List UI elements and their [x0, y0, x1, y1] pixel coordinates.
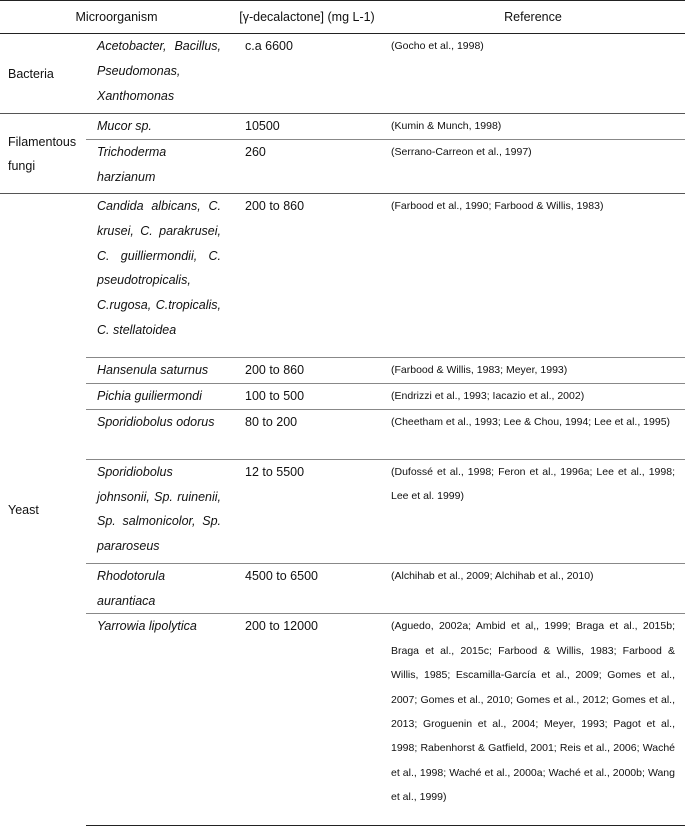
- reference-cell: (Dufossé et al., 1998; Feron et al., 1996a; Lee et al., 1998; Lee et al. 1999): [381, 459, 685, 563]
- reference-cell: (Endrizzi et al., 1993; Iacazio et al., 2002): [381, 383, 685, 409]
- group-label: Bacteria: [0, 34, 86, 114]
- table-row: [0, 383, 685, 409]
- table-row: [0, 614, 685, 826]
- organism-cell: Mucor sp.: [86, 114, 233, 140]
- organism-cell: Trichoderma harzianum: [86, 140, 233, 194]
- header-reference: Reference: [381, 1, 685, 34]
- table-row: [0, 459, 685, 563]
- table-row: [0, 34, 685, 114]
- reference-cell: (Gocho et al., 1998): [381, 34, 685, 114]
- concentration-cell: 10500: [233, 114, 381, 140]
- table-row: [0, 114, 685, 140]
- organism-cell: Acetobacter, Bacillus, Pseudomonas, Xanthomonas: [86, 34, 233, 114]
- reference-cell: (Kumin & Munch, 1998): [381, 114, 685, 140]
- concentration-cell: 260: [233, 140, 381, 194]
- concentration-cell: 200 to 12000: [233, 614, 381, 826]
- table-row: [0, 194, 685, 358]
- header-concentration: [γ-decalactone] (mg L-1): [233, 1, 381, 34]
- concentration-cell: 100 to 500: [233, 383, 381, 409]
- table-row: [0, 409, 685, 459]
- header-row: [0, 1, 685, 34]
- reference-cell: (Cheetham et al., 1993; Lee & Chou, 1994; Lee et al., 1995): [381, 409, 685, 459]
- concentration-cell: 200 to 860: [233, 358, 381, 384]
- table-row: [0, 563, 685, 614]
- organism-cell: Pichia guiliermondi: [86, 383, 233, 409]
- reference-cell: (Farbood et al., 1990; Farbood & Willis, 1983): [381, 194, 685, 358]
- group-label: Filamentous fungi: [0, 114, 86, 194]
- organism-cell: Candida albicans, C. krusei, C. parakrusei, C. guilliermondii, C. pseudotropicalis, C.rugosa, C.tropicalis, C. stellatoidea: [86, 194, 233, 358]
- group-label: Yeast: [0, 194, 86, 826]
- reference-cell: (Farbood & Willis, 1983; Meyer, 1993): [381, 358, 685, 384]
- organism-cell: Sporidiobolus odorus: [86, 409, 233, 459]
- reference-cell: (Serrano-Carreon et al., 1997): [381, 140, 685, 194]
- organism-cell: Sporidiobolus johnsonii, Sp. ruinenii, Sp. salmonicolor, Sp. pararoseus: [86, 459, 233, 563]
- reference-cell: (Alchihab et al., 2009; Alchihab et al., 2010): [381, 563, 685, 614]
- table-row: [0, 358, 685, 384]
- header-microorganism: Microorganism: [0, 1, 233, 34]
- organism-cell: Yarrowia lipolytica: [86, 614, 233, 826]
- concentration-cell: 80 to 200: [233, 409, 381, 459]
- concentration-cell: c.a 6600: [233, 34, 381, 114]
- table-row: [0, 140, 685, 194]
- organism-cell: Rhodotorula aurantiaca: [86, 563, 233, 614]
- concentration-cell: 4500 to 6500: [233, 563, 381, 614]
- concentration-cell: 200 to 860: [233, 194, 381, 358]
- reference-cell: (Aguedo, 2002a; Ambid et al,, 1999; Braga et al., 2015b; Braga et al., 2015c; Farbood & Willis, 1983; Farbood & Willis, 1985; Escamilla-García et al., 2009; Gomes et al., 2007; Gomes et al., 2010; Gomes et al., 2012; Gomes et al., 2013; Groguenin et al., 2004; Meyer, 1993; Pagot et al., 1998; Rabenhorst & Gatfield, 2001; Reis et al., 2006; Waché et al., 1998; Waché et al., 2000a; Waché et al., 2000b; Wang et al., 1999): [381, 614, 685, 826]
- concentration-cell: 12 to 5500: [233, 459, 381, 563]
- organism-cell: Hansenula saturnus: [86, 358, 233, 384]
